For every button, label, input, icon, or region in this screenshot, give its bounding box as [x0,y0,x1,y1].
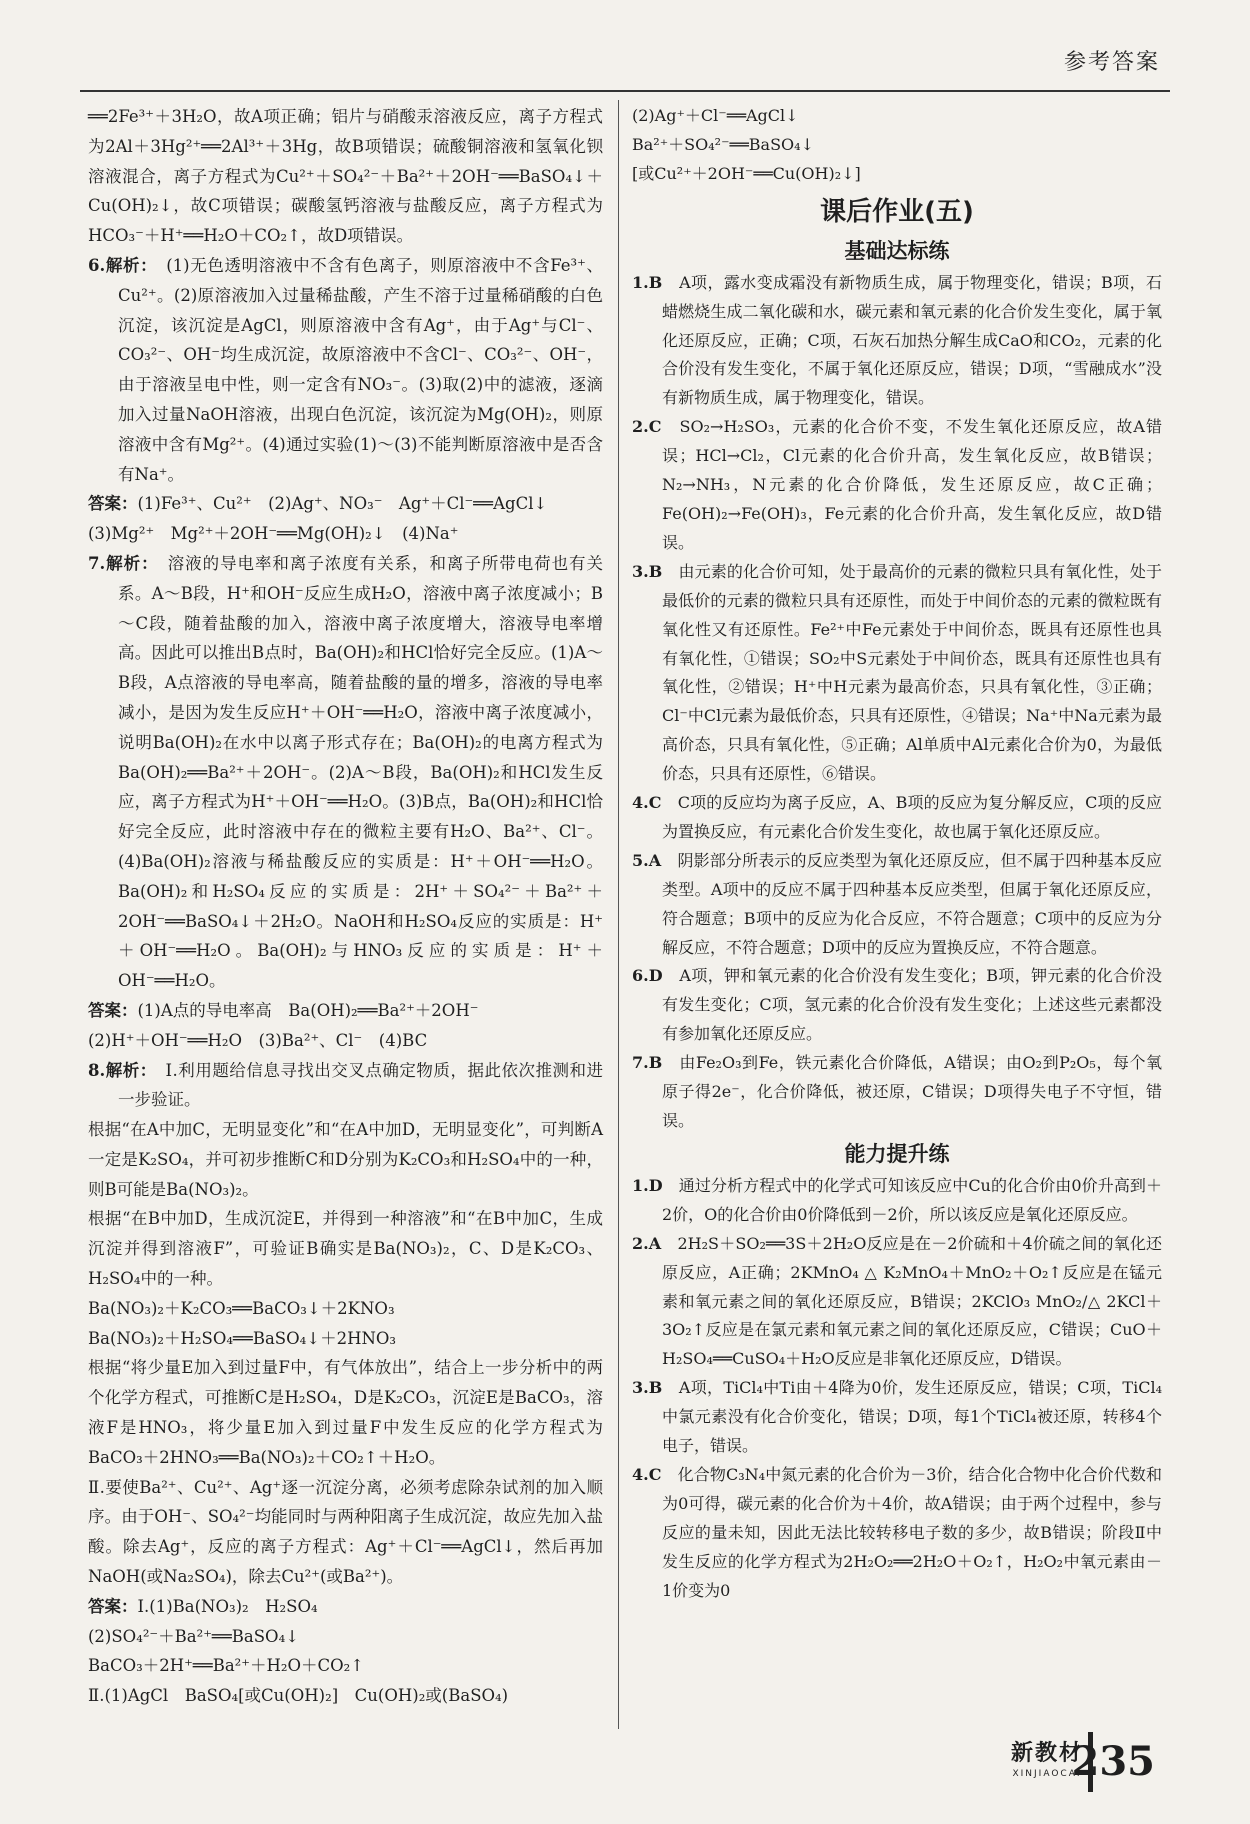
paragraph: 根据“在A中加C，无明显变化”和“在A中加D，无明显变化”，可判断A一定是K₂SO₄，并可初步推断C和D分别为K₂CO₃和H₂SO₄中的一种，则B可能是Ba(NO₃)₂。 [88,1120,603,1199]
item-text: (1)无色透明溶液中不含有色离子，则原溶液中不含Fe³⁺、Cu²⁺。(2)原溶液加入过量稀盐酸，产生不溶于过量稀硝酸的白色沉淀，该沉淀是AgCl，则原溶液中含有Ag⁺，由于Ag⁺与Cl⁻、CO₃²⁻、OH⁻均生成沉淀，故原溶液中不含Cl⁻、CO₃²⁻、OH⁻，由于溶液呈电中性，则一定含有NO₃⁻。(3)取(2)中的滤液，逐滴加入过量NaOH溶液，出现白色沉淀，该沉淀为Mg(OH)₂，则原溶液中含有Mg²⁺。(4)通过实验(1)～(3)不能判断原溶液中是否含有Na⁺。 [118,255,603,484]
answer-item [632,1049,1162,1136]
answer-item [632,1172,1162,1230]
answer-item [88,549,603,996]
item-text: 化合物C₃N₄中氮元素的化合价为－3价，结合化合物中化合价代数和为0可得，碳元素的化合价为＋4价，故A错误；由于两个过程中，参与反应的量未知，因此无法比较转移电子数的多少，故B错误；阶段Ⅱ中发生反应的化学方程式为2H₂O₂══2H₂O＋O₂↑，H₂O₂中氧元素由－1价变为0 [662,1464,1162,1600]
item-number: 7. [632,1053,649,1073]
brand-name: 新教材 [1010,1741,1083,1766]
item-number: 3. [632,561,649,581]
item-number: 6. [88,255,106,275]
item-text: 阴影部分所表示的反应类型为氧化还原反应，但不属于四种基本反应类型。A项中的反应不属于四种基本反应类型，但属于氧化还原反应，符合题意；B项中的反应为化合反应，不符合题意；C项中的反应为分解反应，不符合题意；D项中的反应为置换反应，不符合题意。 [662,850,1162,957]
answer-item [632,413,1162,558]
answer-item [632,847,1162,963]
subsection-title: 能力提升练 [844,1141,950,1166]
answer-text: Ⅰ.(1)Ba(NO₃)₂ H₂SO₄ [137,1596,318,1616]
left-column [88,102,603,1711]
item-text: Ⅰ.利用题给信息寻找出交叉点确定物质，据此依次推测和进一步验证。 [118,1060,604,1110]
item-label: A [648,1233,678,1253]
item-number: 7. [88,553,106,573]
paragraph: ══2Fe³⁺＋3H₂O，故A项正确；铝片与硝酸汞溶液反应，离子方程式为2Al＋3Hg²⁺══2Al³⁺＋3Hg，故B项错误；硫酸铜溶液和氢氧化钡溶液混合，离子方程式为Cu²⁺＋SO₄²⁻＋Ba²⁺＋2OH⁻══BaSO₄↓＋Cu(OH)₂↓，故C项错误；碳酸氢钙溶液与盐酸反应，离子方程式为HCO₃⁻＋H⁺══H₂O＋CO₂↑，故D项错误。 [88,107,603,246]
answer-item [632,789,1162,847]
paragraph: 根据“在B中加D，生成沉淀E，并得到一种溶液”和“在B中加C，生成沉淀并得到溶液F”，可验证B确实是Ba(NO₃)₂，C、D是K₂CO₃、H₂SO₄中的一种。 [88,1209,603,1289]
equation-line: [或Cu²⁺＋2OH⁻══Cu(OH)₂↓] [632,163,861,183]
page-number: 235 [1071,1738,1155,1785]
page-footer [955,1732,1155,1802]
paragraph: Ⅱ.要使Ba²⁺、Cu²⁺、Ag⁺逐一沉淀分离，必须考虑除杂试剂的加入顺序。由于OH⁻、SO₄²⁻均能同时与两种阳离子生成沉淀，故应先加入盐酸。除去Ag⁺，反应的离子方程式：Ag⁺＋Cl⁻══AgCl↓，然后再加NaOH(或Na₂SO₄)，除去Cu²⁺(或Ba²⁺)。 [88,1477,603,1587]
equation-line: Ba(NO₃)₂＋H₂SO₄══BaSO₄↓＋2HNO₃ [88,1328,397,1348]
item-label: A [648,850,678,870]
answer-line [88,489,603,519]
item-number: 2. [632,417,649,437]
answer-item [632,558,1162,789]
item-text: C项的反应均为离子反应，A、B项的反应为复分解反应，C项的反应为置换反应，有元素化合价发生变化，故也属于氧化还原反应。 [662,793,1162,841]
answer-item [632,962,1162,1049]
equation-line: (3)Mg²⁺ Mg²⁺＋2OH⁻══Mg(OH)₂↓ (4)Na⁺ [88,524,459,544]
answer-text: (1)Fe³⁺、Cu²⁺ (2)Ag⁺、NO₃⁻ Ag⁺＋Cl⁻══AgCl↓ [137,494,548,514]
subsection-title: 基础达标练 [844,238,950,263]
item-number: 6. [632,966,649,986]
header-rule [80,90,1170,92]
answer-label: 答案： [88,1596,138,1616]
equation-line: (2)H⁺＋OH⁻══H₂O (3)Ba²⁺、Cl⁻ (4)BC [88,1030,428,1050]
page-header [80,0,1170,115]
item-number: 8. [88,1060,106,1080]
item-text: SO₂→H₂SO₃，元素的化合价不变，不发生氧化还原反应，故A错误；HCl→Cl₂，Cl元素的化合价升高，发生氧化反应，故B错误；N₂→NH₃，N元素的化合价降低，发生还原反应，故C正确；Fe(OH)₂→Fe(OH)₃，Fe元素的化合价升高，发生氧化反应，故D错误。 [662,417,1162,552]
item-number: 4. [632,793,649,813]
item-label: 解析： [105,1060,166,1080]
answer-item [88,1056,603,1116]
item-text: 通过分析方程式中的化学式可知该反应中Cu的化合价由0价升高到＋2价，O的化合价由0价降低到－2价，所以该反应是氧化还原反应。 [662,1175,1162,1224]
header-title: 参考答案 [1063,50,1160,75]
item-label: D [648,966,680,986]
equation-line: Ⅱ.(1)AgCl BaSO₄[或Cu(OH)₂] Cu(OH)₂或(BaSO₄) [88,1686,509,1706]
item-text: A项，钾和氧元素的化合价没有发生变化；B项，钾元素的化合价没有发生变化；C项，氢元素的化合价没有发生变化；上述这些元素都没有参加氧化还原反应。 [662,966,1162,1044]
equation-line: (2)Ag⁺＋Cl⁻══AgCl↓ [632,106,799,125]
item-label: B [648,561,679,581]
answer-item [88,251,603,489]
item-label: B [648,1378,679,1398]
answer-item [632,1374,1162,1461]
item-number: 1. [632,272,649,292]
equation-line: BaCO₃＋2H⁺══Ba²⁺＋H₂O＋CO₂↑ [88,1656,365,1676]
item-label: B [648,272,680,292]
item-text: 溶液的导电率和离子浓度有关系，和离子所带电荷也有关系。A～B段，H⁺和OH⁻反应生成H₂O，溶液中离子浓度减小；B～C段，随着盐酸的加入，溶液中离子浓度增大，溶液导电率增高。因此可以推出B点时，Ba(OH)₂和HCl恰好完全反应。(1)A～B段，A点溶液的导电率高，随着盐酸的量的增多，溶液的导电率减小，是因为发生反应H⁺＋OH⁻══H₂O，溶液中离子浓度减小，说明Ba(OH)₂在水中以离子形式存在；Ba(OH)₂的电离方程式为Ba(OH)₂══Ba²⁺＋2OH⁻。(2)A～B段，Ba(OH)₂和HCl发生反应，离子方程式为H⁺＋OH⁻══H₂O。(3)B点，Ba(OH)₂和HCl恰好完全反应，此时溶液中存在的微粒主要有H₂O、Ba²⁺、Cl⁻。(4)Ba(OH)₂溶液与稀盐酸反应的实质是：H⁺＋OH⁻══H₂O。Ba(OH)₂和H₂SO₄反应的实质是：2H⁺＋SO₄²⁻＋Ba²⁺＋2OH⁻══BaSO₄↓＋2H₂O。NaOH和H₂SO₄反应的实质是：H⁺＋OH⁻══H₂O。Ba(OH)₂与HNO₃反应的实质是：H⁺＋OH⁻══H₂O。 [118,553,604,991]
item-number: 1. [632,1175,649,1195]
equation-line: Ba²⁺＋SO₄²⁻══BaSO₄↓ [632,134,814,154]
item-text: 由Fe₂O₃到Fe，铁元素化合价降低，A错误；由O₂到P₂O₅，每个氧原子得2e⁻，化合价降低，被还原，C错误；D项得失电子不守恒，错误。 [662,1053,1162,1130]
item-label: C [648,793,678,813]
item-label: 解析： [105,553,168,573]
answer-text: (1)A点的导电率高 Ba(OH)₂══Ba²⁺＋2OH⁻ [137,1000,479,1020]
answer-label: 答案： [88,494,138,514]
item-number: 2. [632,1233,649,1253]
item-text: 由元素的化合价可知，处于最高价的元素的微粒只具有氧化性，处于最低价的元素的微粒只具有还原性，而处于中间价态的元素的微粒既有氧化性又有还原性。Fe²⁺中Fe元素处于中间价态，既具有还原性也具有氧化性，①错误；SO₂中S元素处于中间价态，既具有还原性也具有氧化性，②错误；H⁺中H元素为最高价态，只具有氧化性，③正确；Cl⁻中Cl元素为最低价态，只具有还原性，④错误；Na⁺中Na元素为最高价态，只具有氧化性，⑤正确；Al单质中Al元素化合价为0，为最低价态，只具有还原性，⑥错误。 [662,561,1162,784]
item-label: C [648,1464,678,1484]
right-column [632,102,1162,1606]
item-number: 5. [632,850,649,870]
item-text: A项，露水变成霜没有新物质生成，属于物理变化，错误；B项，石蜡燃烧生成二氧化碳和水，碳元素和氧元素的化合价发生变化，属于氧化还原反应，正确；C项，石灰石加热分解生成CaO和CO₂，元素的化合价没有发生变化，不属于氧化还原反应，错误；D项，“雪融成水”没有新物质生成，属于物理变化，错误。 [662,272,1162,408]
brand-pinyin: XINJIAOCAI [1012,1769,1082,1779]
item-label: B [648,1053,680,1073]
item-label: 解析： [105,255,167,275]
equation-line: Ba(NO₃)₂＋K₂CO₃══BaCO₃↓＋2KNO₃ [88,1298,395,1318]
item-number: 4. [632,1464,649,1484]
answer-line [88,996,603,1026]
paragraph: 根据“将少量E加入到过量F中，有气体放出”，结合上一步分析中的两个化学方程式，可推断C是H₂SO₄，D是K₂CO₃，沉淀E是BaCO₃，溶液F是HNO₃，将少量E加入到过量F中发生反应的化学方程式为BaCO₃＋2HNO₃══Ba(NO₃)₂＋CO₂↑＋H₂O。 [88,1358,603,1467]
answer-line [88,1592,603,1622]
section-title: 课后作业(五) [820,196,974,227]
answer-item [632,1230,1162,1375]
answer-item [632,1461,1162,1606]
item-text: A项，TiCl₄中Ti由＋4降为0价，发生还原反应，错误；C项，TiCl₄中氯元素没有化合价变化，错误；D项，每1个TiCl₄被还原，转移4个电子，错误。 [662,1378,1162,1456]
answer-label: 答案： [88,1000,138,1020]
item-text: 2H₂S＋SO₂══3S＋2H₂O反应是在－2价硫和＋4价硫之间的氧化还原反应，A正确；2KMnO₄ △ K₂MnO₄＋MnO₂＋O₂↑反应是在锰元素和氧元素之间的氧化还原反应，B错误；2KClO₃ MnO₂/△ 2KCl＋3O₂↑反应是在氯元素和氧元素之间的氧化还原反应，C错误；CuO＋H₂SO₄══CuSO₄＋H₂O反应是非氧化还原反应，D错误。 [662,1233,1162,1369]
equation-line: (2)SO₄²⁻＋Ba²⁺══BaSO₄↓ [88,1626,300,1646]
answer-item [632,269,1162,414]
item-label: C [648,417,680,437]
item-label: D [648,1175,679,1195]
column-divider [618,100,619,1729]
item-number: 3. [632,1378,649,1398]
